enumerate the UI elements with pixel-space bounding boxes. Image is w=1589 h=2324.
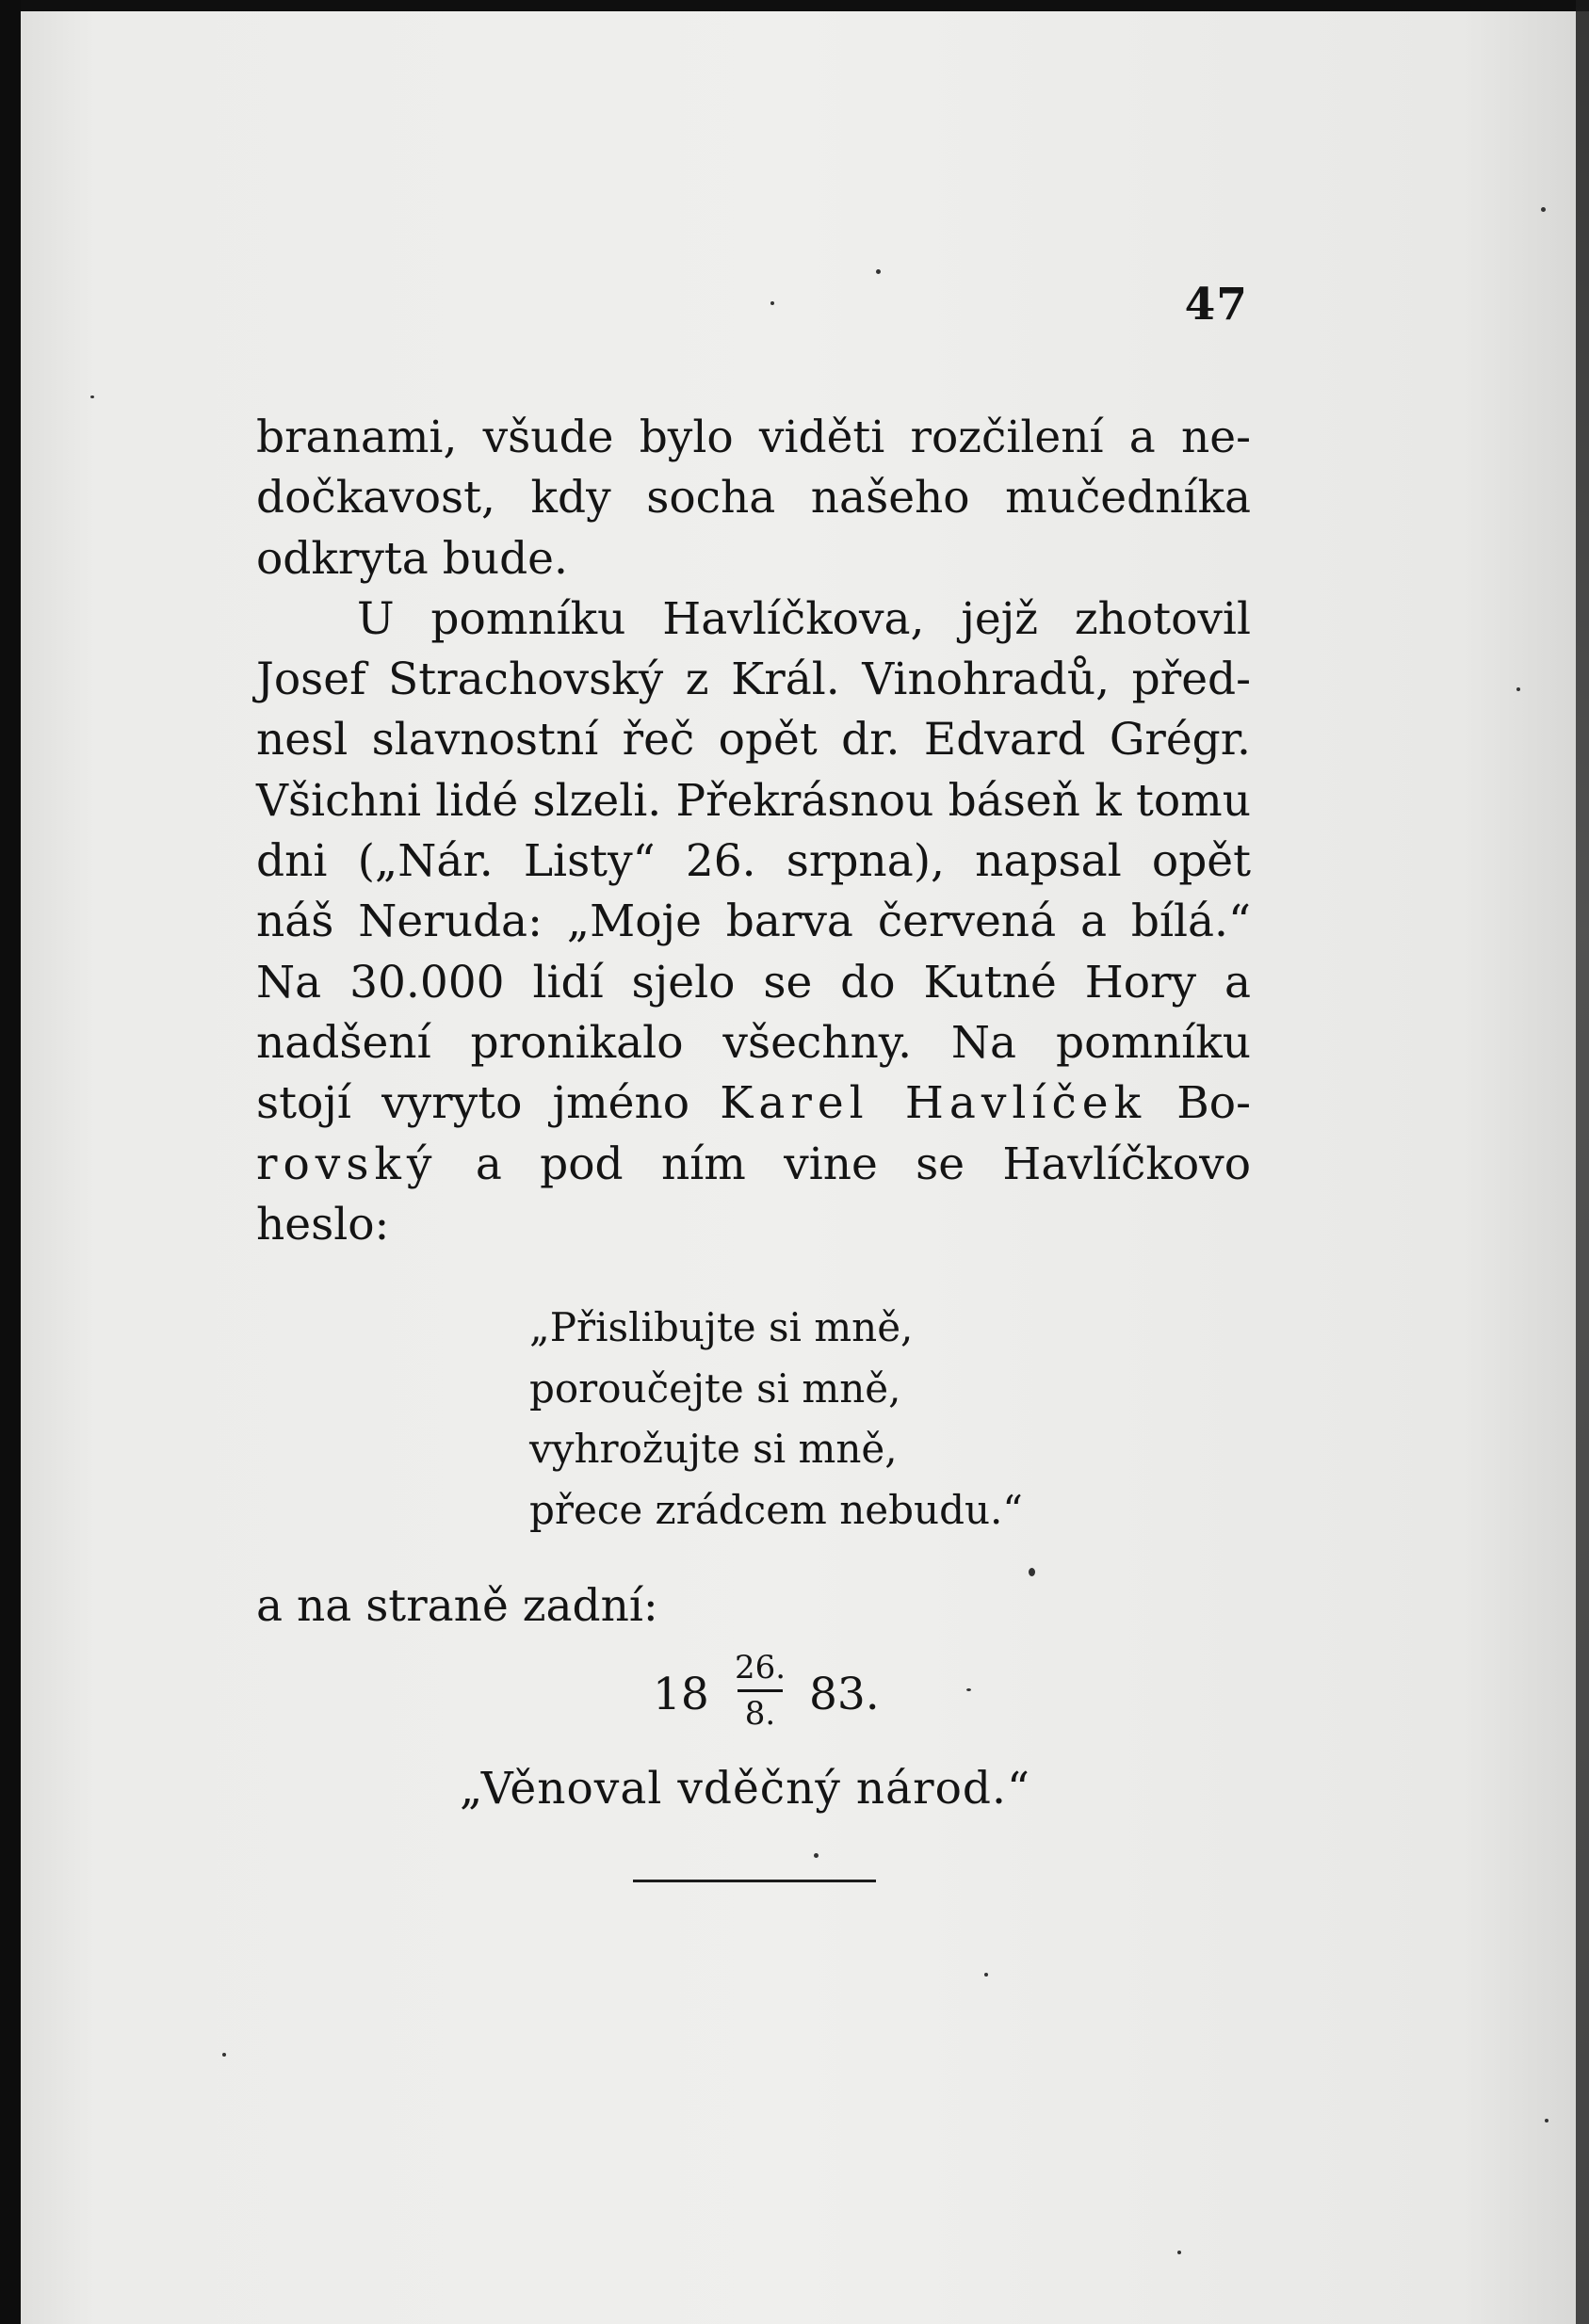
scan-speck bbox=[876, 269, 881, 274]
scan-speck bbox=[90, 395, 94, 398]
scan-speck bbox=[222, 2053, 226, 2057]
text-line: dni („Nár. Listy“ 26. srpna), napsal opět bbox=[256, 835, 1251, 888]
fraction-bar bbox=[738, 1689, 783, 1692]
back-side-label: a na straně zadní: bbox=[256, 1580, 658, 1632]
text-line: odkryta bude. bbox=[256, 532, 568, 585]
text-line: Všichni lidé slzeli. Překrásnou báseň k tomu bbox=[256, 774, 1251, 827]
date-fraction bbox=[734, 1650, 786, 1732]
text-fragment: a pod ním vine se Havlíčkovo bbox=[475, 1138, 1251, 1190]
text-fragment: Bo- bbox=[1176, 1077, 1251, 1130]
scan-speck bbox=[1545, 2119, 1548, 2122]
verse-line: „Přislibujte si mně, bbox=[529, 1304, 914, 1350]
dedication-text: „Věnoval vděčný národ.“ bbox=[460, 1763, 1030, 1815]
scan-border-right bbox=[1576, 0, 1589, 2324]
scan-speck bbox=[1541, 207, 1546, 212]
motto-verse bbox=[529, 1298, 1023, 1541]
text-line: Na 30.000 lidí sjelo se do Kutné Hory a bbox=[256, 956, 1251, 1009]
text-line: U pomníku Havlíčkova, jejž zhotovil bbox=[357, 592, 1251, 645]
scan-border-left bbox=[0, 0, 21, 2324]
closing-rule bbox=[633, 1880, 876, 1882]
text-line: branami, všude bylo viděti rozčilení a ne- bbox=[256, 412, 1251, 463]
date-day: 26. bbox=[734, 1649, 786, 1687]
text-line: Josef Strachovský z Král. Vinohradů, před- bbox=[256, 654, 1251, 706]
scan-speck bbox=[1516, 687, 1520, 691]
date-year-start: 18 bbox=[653, 1669, 709, 1720]
verse-line: poroučejte si mně, bbox=[529, 1364, 901, 1412]
main-text bbox=[256, 408, 1251, 1255]
date-month: 8. bbox=[744, 1695, 776, 1733]
text-fragment: stojí vyryto jméno bbox=[256, 1077, 690, 1130]
text-line: nadšení pronikalo všechny. Na pomníku bbox=[256, 1016, 1251, 1069]
text-line bbox=[256, 1135, 1251, 1195]
scan-speck bbox=[814, 1853, 819, 1858]
text-line: nesl slavnostní řeč opět dr. Edvard Grégr. bbox=[256, 714, 1251, 767]
scan-speck bbox=[1177, 2251, 1181, 2254]
text-line: heslo: bbox=[256, 1198, 390, 1251]
scan-speck bbox=[1029, 1568, 1035, 1576]
scan-speck bbox=[966, 1688, 971, 1691]
scan-speck bbox=[770, 301, 774, 305]
text-line bbox=[256, 1073, 1251, 1134]
name-spaced: rovský bbox=[256, 1138, 438, 1190]
scan-speck bbox=[984, 1973, 988, 1977]
verse-line: přece zrádcem nebudu.“ bbox=[529, 1486, 1023, 1533]
verse-line: vyhrožujte si mně, bbox=[529, 1426, 898, 1472]
text-line: náš Neruda: „Moje barva červená a bílá.“ bbox=[256, 896, 1251, 948]
scan-border-top bbox=[0, 0, 1589, 11]
name-spaced: Karel Havlíček bbox=[720, 1077, 1147, 1130]
page-number: 47 bbox=[1184, 279, 1248, 331]
date-year-end: 83. bbox=[809, 1669, 880, 1720]
text-line: dočkavost, kdy socha našeho mučedníka bbox=[256, 472, 1251, 525]
